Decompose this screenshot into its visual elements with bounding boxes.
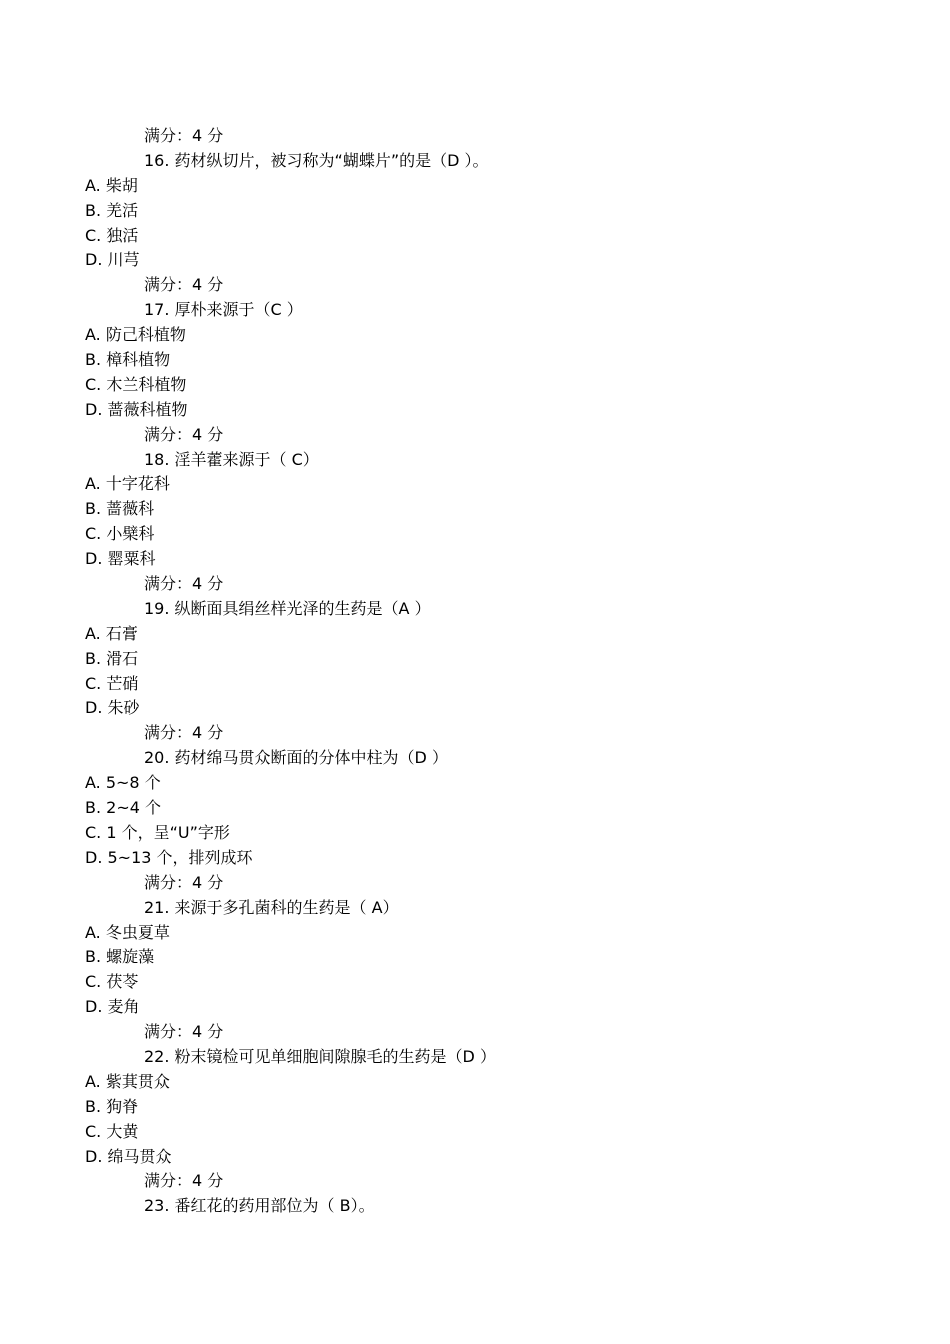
question-stem: 18. 淫羊藿来源于（ C） <box>144 449 319 469</box>
option-d: D. 麦角 <box>85 997 140 1017</box>
option-b: B. 2~4 个 <box>85 798 162 818</box>
score-line: 满分：4 分 <box>144 126 224 145</box>
option-a: A. 柴胡 <box>85 175 138 195</box>
score-line: 满分：4 分 <box>144 872 224 892</box>
option-a: A. 防己科植物 <box>85 325 186 345</box>
question-stem: 19. 纵断面具绢丝样光泽的生药是（A ） <box>144 598 431 618</box>
option-a: A. 紫萁贯众 <box>85 1071 170 1091</box>
option-d: D. 5~13 个，排列成环 <box>85 847 253 867</box>
option-b: B. 羌活 <box>85 200 139 220</box>
score-line: 满分：4 分 <box>144 275 224 295</box>
option-d: D. 川芎 <box>85 250 140 270</box>
question-stem: 16. 药材纵切片，被习称为“蝴蝶片”的是（D ）。 <box>144 150 489 170</box>
option-d: D. 蔷薇科植物 <box>85 399 188 419</box>
question-stem: 21. 来源于多孔菌科的生药是（ A） <box>144 897 399 917</box>
option-a: A. 冬虫夏草 <box>85 922 170 942</box>
option-d: D. 罂粟科 <box>85 549 156 569</box>
question-stem: 17. 厚朴来源于（C ） <box>144 300 303 320</box>
option-b: B. 狗脊 <box>85 1096 139 1116</box>
option-c: C. 大黄 <box>85 1121 139 1141</box>
option-b: B. 蔷薇科 <box>85 499 155 519</box>
option-c: C. 1 个，呈“U”字形 <box>85 822 230 842</box>
option-a: A. 十字花科 <box>85 474 170 494</box>
question-stem: 22. 粉末镜检可见单细胞间隙腺毛的生药是（D ） <box>144 1046 496 1066</box>
score-line: 满分：4 分 <box>144 574 224 594</box>
option-d: D. 绵马贯众 <box>85 1146 172 1166</box>
option-b: B. 螺旋藻 <box>85 947 155 967</box>
option-a: A. 5~8 个 <box>85 773 161 793</box>
option-c: C. 木兰科植物 <box>85 374 187 394</box>
option-c: C. 小檗科 <box>85 524 155 544</box>
score-line: 满分：4 分 <box>144 723 224 743</box>
score-line: 满分：4 分 <box>144 1022 224 1042</box>
question-stem: 20. 药材绵马贯众断面的分体中柱为（D ） <box>144 748 448 768</box>
score-line: 满分：4 分 <box>144 1171 224 1191</box>
option-b: B. 樟科植物 <box>85 350 171 370</box>
option-d: D. 朱砂 <box>85 698 140 718</box>
option-c: C. 芒硝 <box>85 673 139 693</box>
option-a: A. 石膏 <box>85 623 138 643</box>
option-c: C. 茯苓 <box>85 972 139 992</box>
score-line: 满分：4 分 <box>144 424 224 444</box>
option-b: B. 滑石 <box>85 648 139 668</box>
document-page <box>0 124 950 1219</box>
question-stem: 23. 番红花的药用部位为（ B）。 <box>144 1196 375 1216</box>
option-c: C. 独活 <box>85 225 139 245</box>
